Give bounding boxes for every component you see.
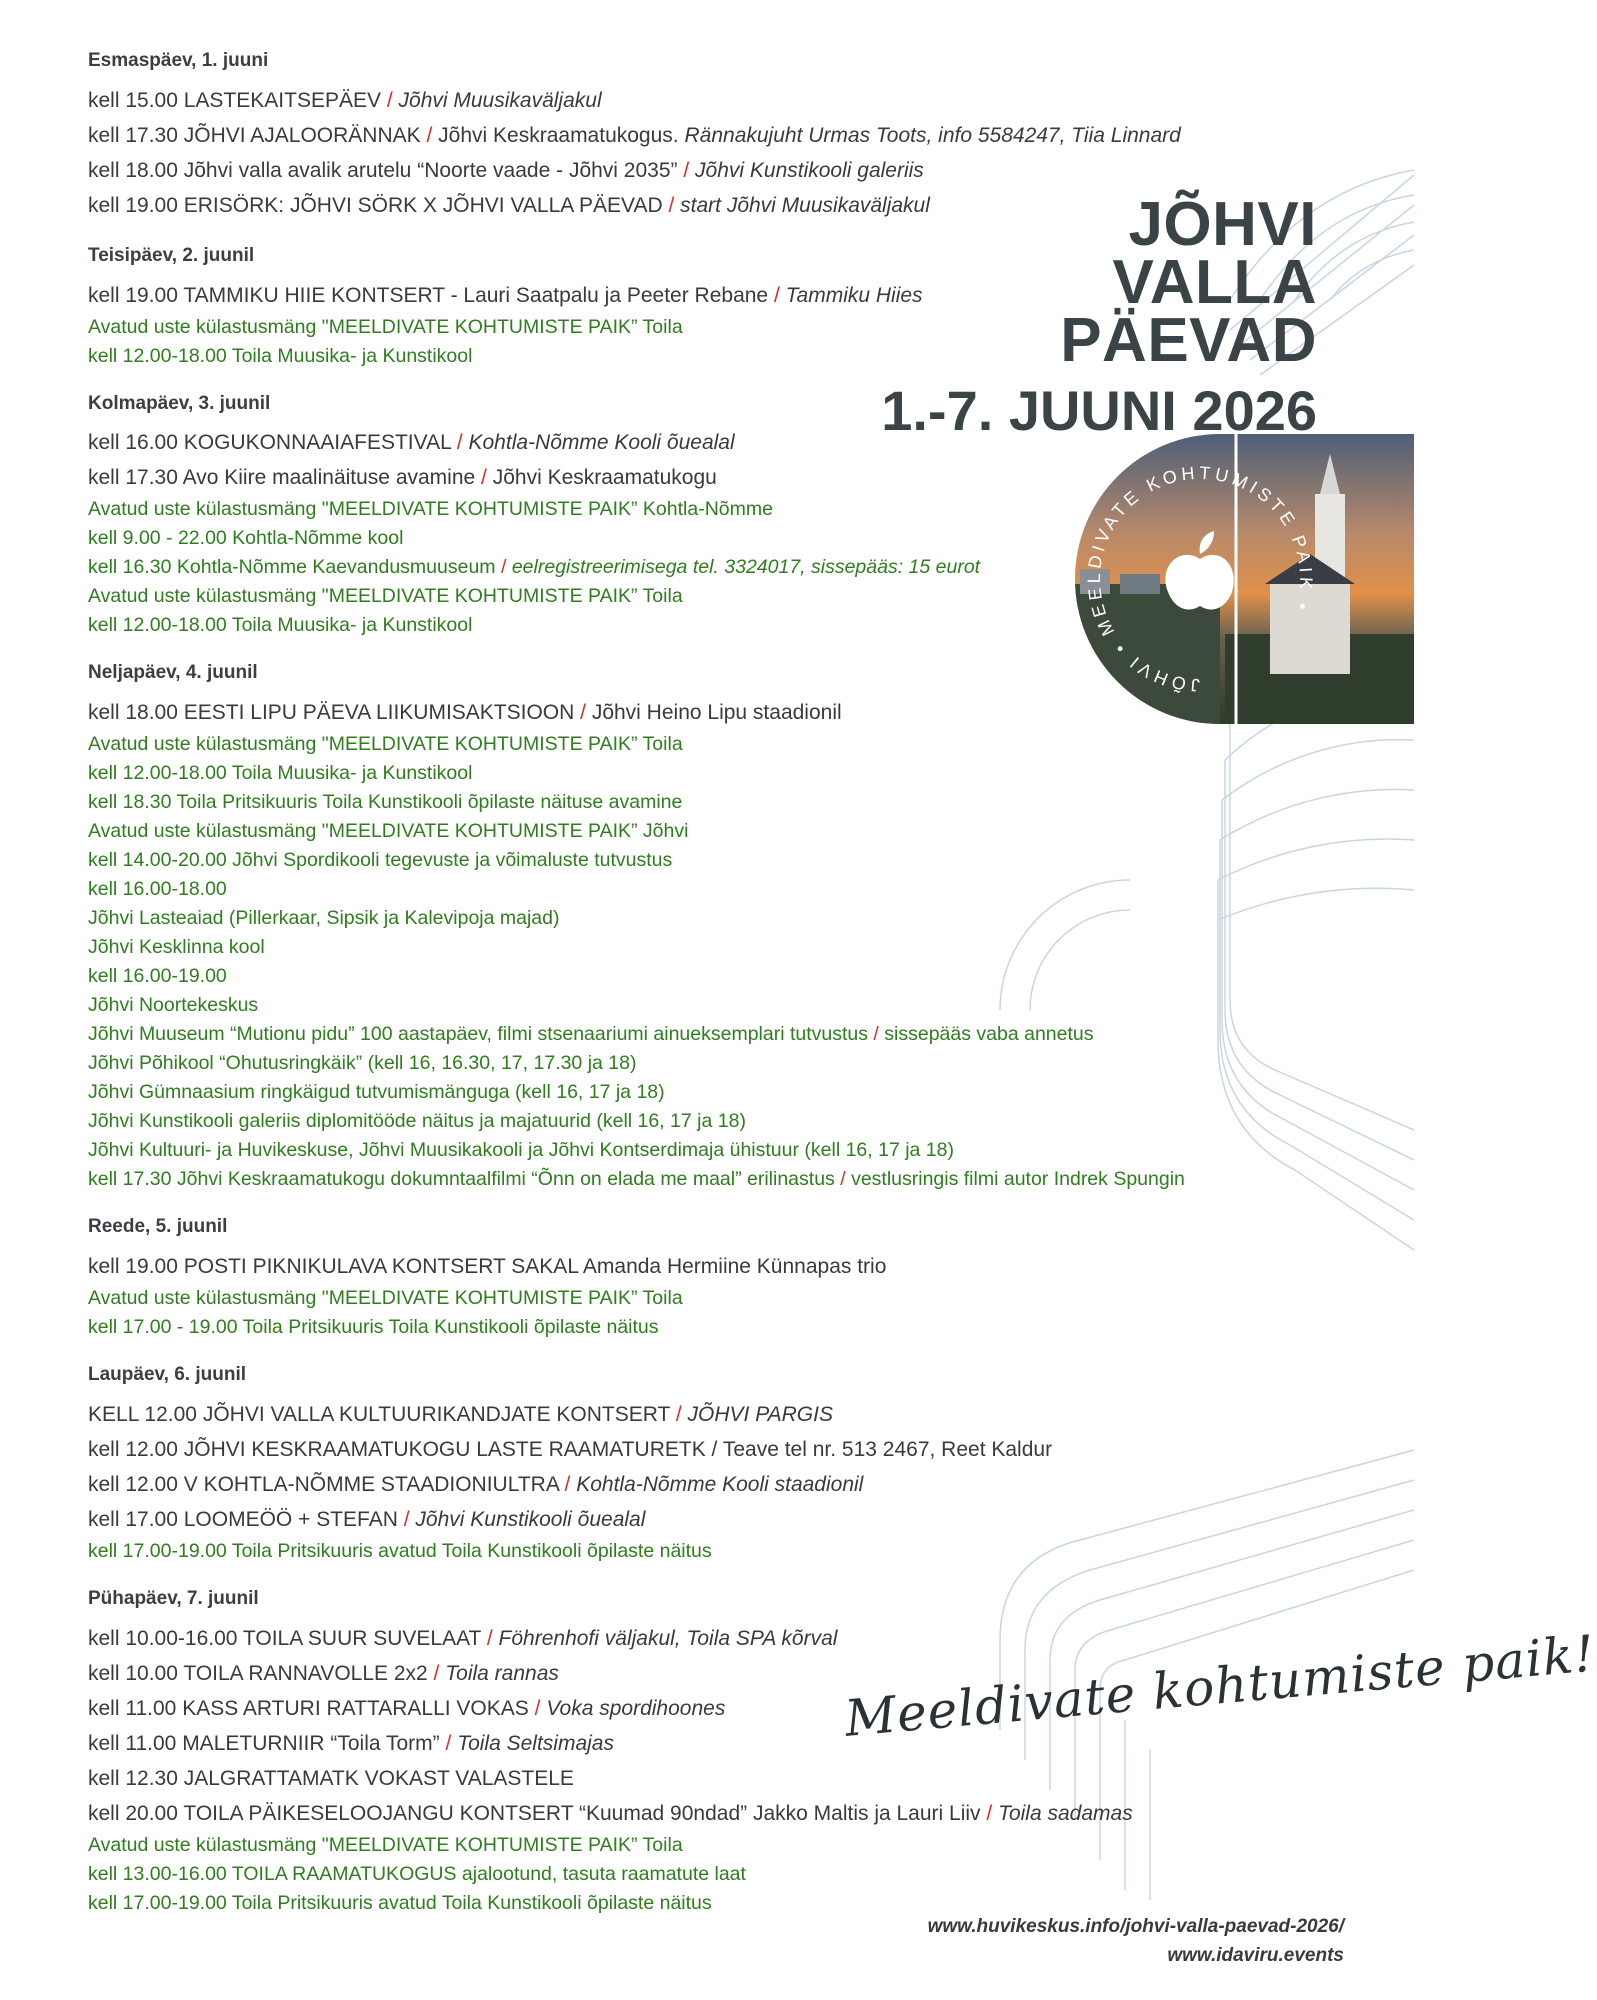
event-name: MALETURNIIR “Toila Torm” [182, 1731, 440, 1755]
event-detail-text: kell 12.00-18.00 Toila Muusika- ja Kunstikool [88, 344, 473, 367]
event-time: kell 20.00 [88, 1801, 178, 1825]
event-name: JÕHVI AJALOORÄNNAK [183, 123, 421, 147]
event-detail-text: Avatud uste külastusmäng "MEELDIVATE KOHTUMISTE PAIK” Toila [88, 733, 683, 756]
event-time: kell 18.00 [88, 158, 178, 182]
event-time: kell 12.00 [88, 1437, 178, 1461]
event-time: kell 10.00-16.00 [88, 1626, 238, 1650]
separator-slash: / [450, 431, 469, 455]
event-detail-row [88, 553, 1248, 582]
event-detail-text: kell 16.30 Kohtla-Nõmme Kaevandusmuuseum [88, 556, 496, 579]
event-name: KOGUKONNAAIAFESTIVAL [183, 431, 451, 455]
event-row [88, 278, 1248, 313]
separator-slash: / [381, 88, 399, 112]
event-detail-text: Avatud uste külastusmäng "MEELDIVATE KOHTUMISTE PAIK” Toila [88, 1286, 683, 1309]
event-name: LOOMEÖÖ + STEFAN [183, 1507, 398, 1531]
event-detail-row [88, 991, 1248, 1020]
event-time: kell 10.00 [88, 1661, 178, 1685]
event-location: Tammiku Hiies [785, 283, 923, 307]
event-row [88, 188, 1248, 223]
separator-slash: / [574, 701, 592, 725]
event-detail-row [88, 342, 1248, 371]
event-detail-row [88, 1284, 1248, 1313]
event-row [88, 695, 1248, 730]
event-time: kell 12.00 [88, 1472, 178, 1496]
day-title: Neljapäev, 4. juunil [88, 662, 258, 684]
event-name: ERISÖRK: JÕHVI SÖRK X JÕHVI VALLA PÄEVAD [183, 193, 663, 217]
event-row [88, 1432, 1248, 1467]
event-detail-text: kell 18.30 Toila Pritsikuuris Toila Kunstikooli õpilaste näituse avamine [88, 791, 683, 814]
event-row [88, 1249, 1248, 1284]
event-name: JALGRATTAMATK VOKAST VALASTELE [183, 1766, 574, 1790]
day-section [88, 245, 1248, 371]
event-detail-text: kell 12.00-18.00 Toila Muusika- ja Kunstikool [88, 614, 473, 637]
event-detail-row [88, 1078, 1248, 1107]
event-detail-text: Jõhvi Kunstikooli galeriis diplomitööde näitus ja majatuurid (kell 16, 17 ja 18) [88, 1110, 746, 1133]
event-name: LASTEKAITSEPÄEV [183, 88, 381, 112]
event-detail-row [88, 1537, 1248, 1566]
event-time: kell 17.30 [88, 466, 178, 490]
event-time: kell 17.30 [88, 123, 178, 147]
event-location: Jõhvi Muusikaväljakul [398, 88, 602, 112]
separator-slash: / [397, 1507, 416, 1531]
event-detail-text: kell 17.30 Jõhvi Keskraamatukogu dokumntaalfilmi “Õnn on elada me maal” erilinastus [88, 1168, 835, 1191]
day-title: Laupäev, 6. juunil [88, 1363, 247, 1385]
event-detail-row [88, 313, 1248, 342]
event-detail-row [88, 1136, 1248, 1165]
day-title: Teisipäev, 2. juunil [88, 244, 255, 266]
event-detail-row [88, 962, 1248, 991]
separator-slash: / [558, 1472, 577, 1496]
event-name: EESTI LIPU PÄEVA LIIKUMISAKTSIOON [183, 701, 575, 725]
event-name: TOILA RANNAVOLLE 2x2 [183, 1661, 428, 1685]
separator-slash: / [420, 123, 439, 147]
event-detail-row [88, 904, 1248, 933]
event-row [88, 1467, 1248, 1502]
title-line-3: PÄEVAD [1060, 306, 1317, 375]
event-name: POSTI PIKNIKULAVA KONTSERT SAKAL Amanda Hermiine Künnapas trio [183, 1254, 887, 1278]
slogan: Meeldivate kohtumiste paik! [842, 1624, 1597, 1748]
event-name: TAMMIKU HIIE KONTSERT - Lauri Saatpalu ja Peeter Rebane [183, 283, 769, 307]
event-name: Jõhvi valla avalik arutelu “Noorte vaade - Jõhvi 2035” [183, 158, 678, 182]
event-row [88, 153, 1248, 188]
event-detail-text: Avatud uste külastusmäng "MEELDIVATE KOHTUMISTE PAIK” Toila [88, 1833, 683, 1856]
event-detail-row [88, 875, 1248, 904]
event-detail-row [88, 582, 1248, 611]
event-name: V KOHTLA-NÕMME STAADIONIULTRA [183, 1472, 559, 1496]
event-location: Jõhvi Heino Lipu staadionil [591, 701, 842, 725]
day-section [88, 1364, 1248, 1566]
event-detail-row [88, 524, 1248, 553]
event-location: Jõhvi Keskraamatukogus. [438, 123, 679, 147]
event-location: Toila sadamas [998, 1801, 1133, 1825]
day-title: Reede, 5. juunil [88, 1216, 228, 1238]
event-time: kell 19.00 [88, 1254, 178, 1278]
event-location: vestlusringis filmi autor Indrek Spungin [851, 1168, 1185, 1191]
event-detail-text: Avatud uste külastusmäng "MEELDIVATE KOHTUMISTE PAIK” Toila [88, 585, 683, 608]
event-detail-text: kell 12.00-18.00 Toila Muusika- ja Kunstikool [88, 762, 473, 785]
event-location: JÕHVI PARGIS [687, 1402, 833, 1426]
event-name: Avo Kiire maalinäituse avamine [182, 466, 476, 490]
day-title: Kolmapäev, 3. juunil [88, 392, 271, 414]
event-name: TOILA SUUR SUVELAAT [242, 1626, 482, 1650]
event-detail-text: Jõhvi Muuseum “Mutionu pidu” 100 aastapäev, filmi stsenaariumi ainueksemplari tutvustus [88, 1023, 869, 1046]
event-row [88, 1621, 1248, 1656]
day-section [88, 1216, 1248, 1342]
event-row [88, 1397, 1248, 1432]
separator-slash: / [868, 1023, 885, 1046]
event-detail-row [88, 611, 1248, 640]
event-detail-row [88, 1860, 1248, 1889]
separator-slash: / [980, 1801, 999, 1825]
event-time: kell 11.00 [88, 1696, 177, 1720]
event-detail-row [88, 1049, 1248, 1078]
separator-slash: / [439, 1731, 458, 1755]
event-row [88, 1761, 1248, 1796]
event-row [88, 460, 1248, 495]
event-location: eelregistreerimisega tel. 3324017, sissepääs: 15 eurot [511, 556, 981, 579]
footer-links [928, 1912, 1344, 1970]
event-detail-text: kell 17.00 - 19.00 Toila Pritsikuuris Toila Kunstikooli õpilaste näitus [88, 1315, 659, 1338]
separator-slash: / [662, 193, 681, 217]
separator-slash: / [834, 1168, 852, 1191]
event-detail-text: kell 16.00-19.00 [88, 965, 227, 988]
event-detail-text: Jõhvi Põhikool “Ohutusringkäik” (kell 16, 16.30, 17, 17.30 ja 18) [88, 1052, 637, 1075]
event-detail-row [88, 933, 1248, 962]
event-detail-text: kell 17.00-19.00 Toila Pritsikuuris avatud Toila Kunstikooli õpilaste näitus [88, 1891, 712, 1914]
event-time: kell 11.00 [88, 1731, 177, 1755]
event-location: sissepääs vaba annetus [884, 1023, 1094, 1046]
event-detail-row [88, 730, 1248, 759]
event-time: kell 17.00 [88, 1507, 178, 1531]
separator-slash: / [677, 158, 696, 182]
event-location: Kohtla-Nõmme Kooli staadionil [576, 1472, 864, 1496]
event-detail-text: Avatud uste külastusmäng "MEELDIVATE KOHTUMISTE PAIK” Jõhvi [88, 820, 689, 843]
day-section [88, 662, 1248, 1194]
program-list [88, 50, 1248, 1940]
url-huvikeskus[interactable]: www.huvikeskus.info/johvi-valla-paevad-2026/ [927, 1916, 1344, 1937]
separator-slash: / [481, 1626, 499, 1650]
separator-slash: / [427, 1661, 446, 1685]
event-detail-row [88, 759, 1248, 788]
day-section [88, 1588, 1248, 1918]
separator-slash: / [495, 556, 512, 579]
event-detail-text: Jõhvi Lasteaiad (Pillerkaar, Sipsik ja Kalevipoja majad) [88, 907, 560, 930]
event-name: TOILA PÄIKESELOOJANGU KONTSERT “Kuumad 90ndad” Jakko Maltis ja Lauri Liiv [183, 1801, 981, 1825]
event-row [88, 83, 1248, 118]
event-location: Toila rannas [445, 1661, 559, 1685]
event-detail-row [88, 1313, 1248, 1342]
event-detail-text: Jõhvi Gümnaasium ringkäigud tutvumismänguga (kell 16, 17 ja 18) [88, 1081, 665, 1104]
event-row [88, 118, 1248, 153]
event-time: kell 12.30 [88, 1766, 178, 1790]
event-name: JÕHVI VALLA KULTUURIKANDJATE KONTSERT [202, 1402, 670, 1426]
event-row [88, 425, 1248, 460]
event-location: Jõhvi Keskraamatukogu [492, 466, 717, 490]
event-detail-text: Avatud uste külastusmäng "MEELDIVATE KOHTUMISTE PAIK” Toila [88, 315, 683, 338]
event-detail-text: Jõhvi Kesklinna kool [88, 936, 265, 959]
event-detail-row [88, 1107, 1248, 1136]
day-title: Esmaspäev, 1. juuni [88, 50, 269, 71]
title-line-1: JÕHVI [1128, 190, 1317, 259]
event-time: kell 15.00 [88, 88, 178, 112]
event-time: kell 18.00 [88, 701, 178, 725]
event-detail-text: kell 9.00 - 22.00 Kohtla-Nõmme kool [88, 527, 404, 550]
event-location: Kohtla-Nõmme Kooli õuealal [468, 431, 735, 455]
event-row [88, 1502, 1248, 1537]
day-section [88, 50, 1248, 223]
event-row [88, 1726, 1248, 1761]
event-time: kell 16.00 [88, 431, 178, 455]
event-row [88, 1796, 1248, 1831]
event-location: Jõhvi Kunstikooli õuealal [415, 1507, 646, 1531]
title-line-2: VALLA [1112, 248, 1317, 317]
event-name: KASS ARTURI RATTARALLI VOKAS [182, 1696, 529, 1720]
event-detail-row [88, 1020, 1248, 1049]
separator-slash: / [768, 283, 786, 307]
event-time: kell 19.00 [88, 193, 178, 217]
event-detail-row [88, 817, 1248, 846]
badge-ring-text: JÕHVI • MEELDIVATE KOHTUMISTE PAIK • [1083, 462, 1317, 696]
event-detail-text: kell 17.00-19.00 Toila Pritsikuuris avatud Toila Kunstikooli õpilaste näitus [88, 1539, 712, 1562]
event-location: start Jõhvi Muusikaväljakul [680, 193, 930, 217]
event-time: KELL 12.00 [88, 1402, 197, 1426]
event-location: Föhrenhofi väljakul, Toila SPA kõrval [498, 1626, 838, 1650]
event-time: kell 19.00 [88, 283, 178, 307]
event-detail-text: kell 16.00-18.00 [88, 878, 227, 901]
event-detail-text: Avatud uste külastusmäng "MEELDIVATE KOHTUMISTE PAIK” Kohtla-Nõmme [88, 498, 773, 521]
event-extra-info: Rännakujuht Urmas Toots, info 5584247, Tiia Linnard [684, 123, 1181, 147]
day-section [88, 393, 1248, 641]
event-detail-text: Jõhvi Noortekeskus [88, 994, 259, 1017]
day-title: Pühapäev, 7. juunil [88, 1587, 259, 1609]
event-location: Voka spordihoones [546, 1696, 726, 1720]
event-detail-row [88, 495, 1248, 524]
event-detail-text: kell 14.00-20.00 Jõhvi Spordikooli tegevuste ja võimaluste tutvustus [88, 849, 673, 872]
event-detail-row [88, 1165, 1248, 1194]
event-detail-text: kell 13.00-16.00 TOILA RAAMATUKOGUS ajalootund, tasuta raamatute laat [88, 1862, 746, 1885]
event-location: Jõhvi Kunstikooli galeriis [695, 158, 924, 182]
event-detail-text: Jõhvi Kultuuri- ja Huvikeskuse, Jõhvi Muusikakooli ja Jõhvi Kontserdimaja ühistuur (kell 16, 17 ja 18) [88, 1139, 954, 1162]
event-detail-row [88, 788, 1248, 817]
event-location: Toila Seltsimajas [457, 1731, 614, 1755]
event-detail-row [88, 846, 1248, 875]
url-idaviru[interactable]: www.idaviru.events [1167, 1945, 1344, 1966]
separator-slash: / [475, 466, 493, 490]
event-detail-row [88, 1831, 1248, 1860]
separator-slash: / [528, 1696, 547, 1720]
separator-slash: / [670, 1402, 688, 1426]
event-name: JÕHVI KESKRAAMATUKOGU LASTE RAAMATURETK / Teave tel nr. 513 2467, Reet Kaldur [183, 1437, 1053, 1461]
event-dates: 1.-7. JUUNI 2026 [881, 379, 1317, 442]
